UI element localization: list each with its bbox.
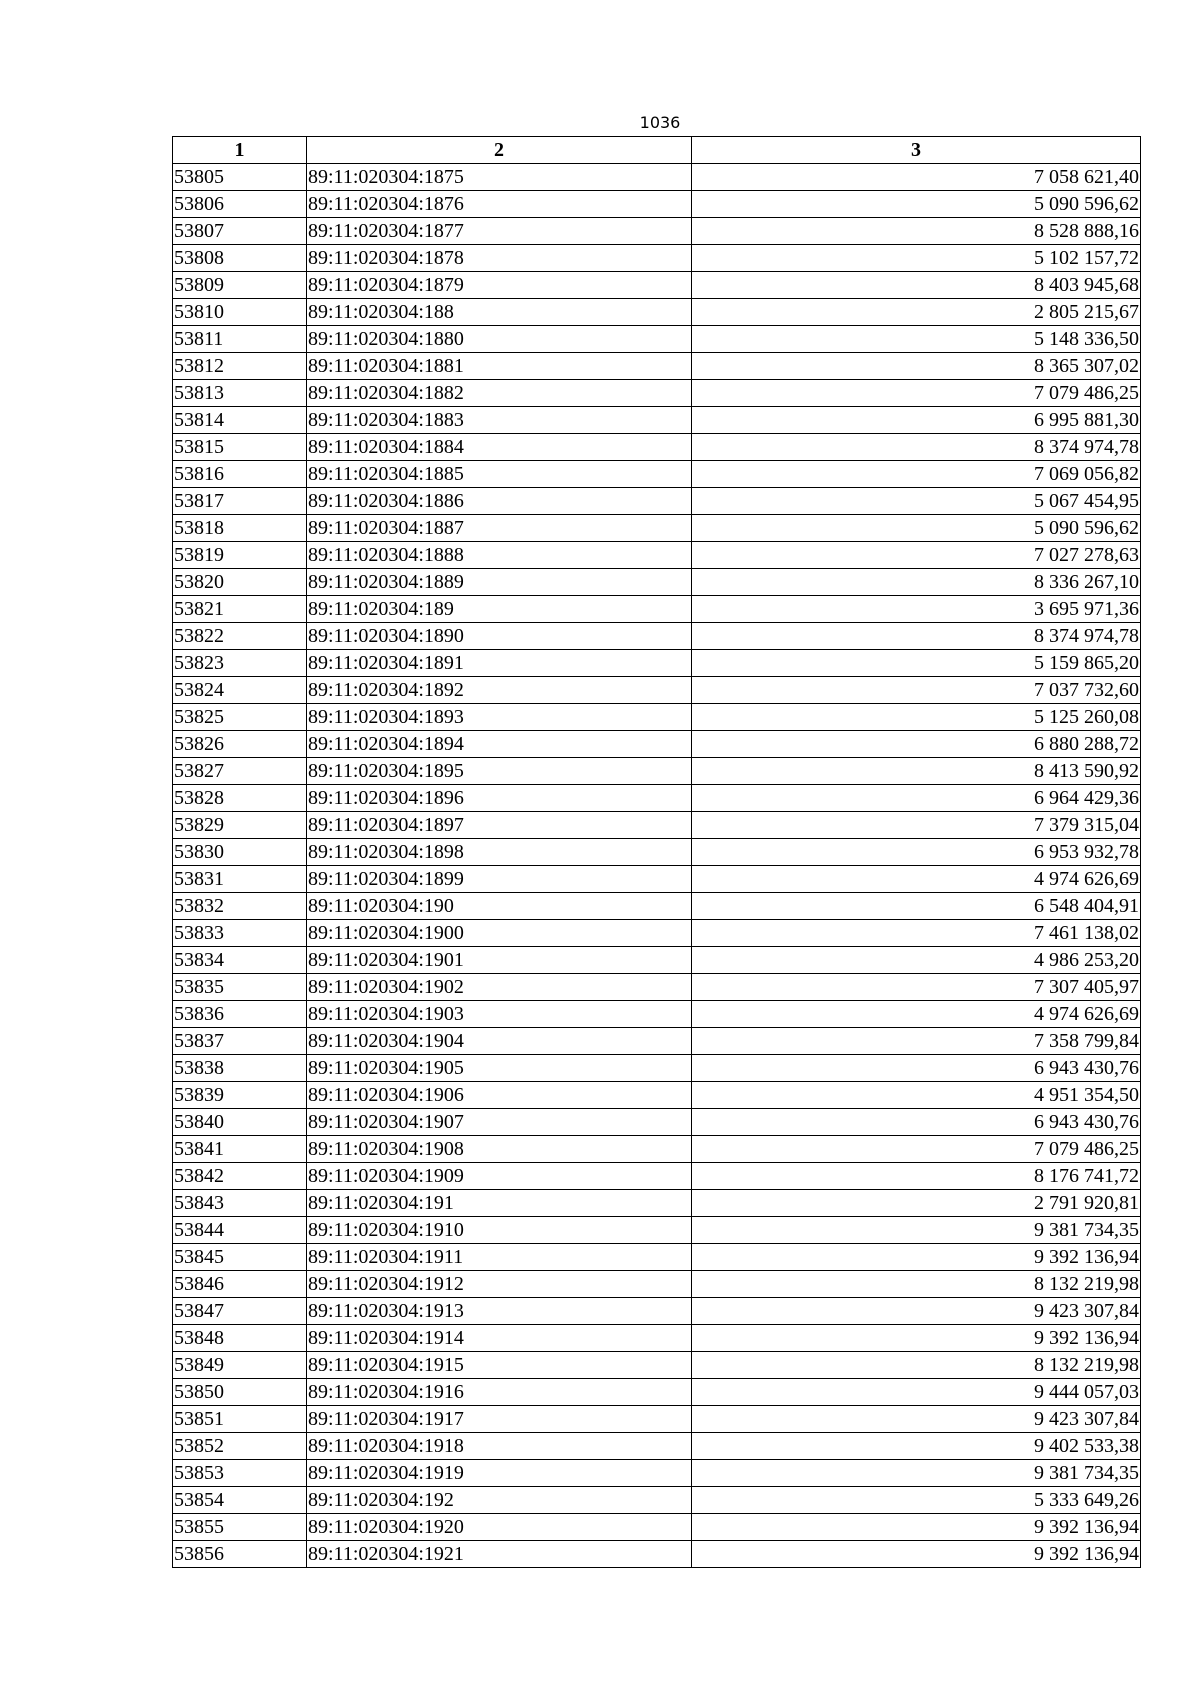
cadastral-value-cell: 4 986 253,20 — [692, 947, 1141, 974]
table-row — [173, 407, 1141, 434]
cadastral-number-cell: 89:11:020304:1876 — [307, 191, 692, 218]
row-number-cell: 53844 — [173, 1217, 307, 1244]
row-number-cell: 53834 — [173, 947, 307, 974]
cadastral-number-cell: 89:11:020304:1888 — [307, 542, 692, 569]
page-number: 1036 — [639, 113, 681, 132]
row-number-cell: 53807 — [173, 218, 307, 245]
cadastral-value-cell: 5 102 157,72 — [692, 245, 1141, 272]
row-number-cell: 53808 — [173, 245, 307, 272]
table-row — [173, 1514, 1141, 1541]
cadastral-value-cell: 8 365 307,02 — [692, 353, 1141, 380]
cadastral-value-cell: 8 132 219,98 — [692, 1352, 1141, 1379]
cadastral-value-cell: 5 090 596,62 — [692, 191, 1141, 218]
table-row — [173, 1217, 1141, 1244]
table-row — [173, 974, 1141, 1001]
column-header-2: 2 — [307, 137, 692, 164]
table-row — [173, 677, 1141, 704]
cadastral-value-cell: 9 381 734,35 — [692, 1460, 1141, 1487]
cadastral-number-cell: 89:11:020304:189 — [307, 596, 692, 623]
cadastral-number-cell: 89:11:020304:1916 — [307, 1379, 692, 1406]
row-number-cell: 53852 — [173, 1433, 307, 1460]
row-number-cell: 53829 — [173, 812, 307, 839]
cadastral-number-cell: 89:11:020304:1893 — [307, 704, 692, 731]
table-header-row — [173, 137, 1141, 164]
table-row — [173, 758, 1141, 785]
cadastral-number-cell: 89:11:020304:1892 — [307, 677, 692, 704]
row-number-cell: 53811 — [173, 326, 307, 353]
row-number-cell: 53814 — [173, 407, 307, 434]
table-row — [173, 623, 1141, 650]
row-number-cell: 53824 — [173, 677, 307, 704]
cadastral-number-cell: 89:11:020304:1905 — [307, 1055, 692, 1082]
cadastral-number-cell: 89:11:020304:1907 — [307, 1109, 692, 1136]
table-row — [173, 785, 1141, 812]
cadastral-number-cell: 89:11:020304:1891 — [307, 650, 692, 677]
table-row — [173, 164, 1141, 191]
table-row — [173, 1460, 1141, 1487]
row-number-cell: 53837 — [173, 1028, 307, 1055]
cadastral-value-cell: 9 423 307,84 — [692, 1298, 1141, 1325]
cadastral-value-cell: 8 374 974,78 — [692, 434, 1141, 461]
table-row — [173, 353, 1141, 380]
table-row — [173, 1055, 1141, 1082]
row-number-cell: 53821 — [173, 596, 307, 623]
cadastral-number-cell: 89:11:020304:188 — [307, 299, 692, 326]
row-number-cell: 53805 — [173, 164, 307, 191]
column-header-3: 3 — [692, 137, 1141, 164]
cadastral-value-cell: 5 159 865,20 — [692, 650, 1141, 677]
row-number-cell: 53809 — [173, 272, 307, 299]
table-row — [173, 1109, 1141, 1136]
cadastral-number-cell: 89:11:020304:1921 — [307, 1541, 692, 1568]
table-row — [173, 1379, 1141, 1406]
cadastral-value-cell: 6 953 932,78 — [692, 839, 1141, 866]
cadastral-number-cell: 89:11:020304:1884 — [307, 434, 692, 461]
row-number-cell: 53815 — [173, 434, 307, 461]
cadastral-number-cell: 89:11:020304:1909 — [307, 1163, 692, 1190]
table-row — [173, 731, 1141, 758]
table-row — [173, 1325, 1141, 1352]
table-row — [173, 488, 1141, 515]
cadastral-number-cell: 89:11:020304:1915 — [307, 1352, 692, 1379]
row-number-cell: 53827 — [173, 758, 307, 785]
cadastral-value-cell: 5 090 596,62 — [692, 515, 1141, 542]
row-number-cell: 53847 — [173, 1298, 307, 1325]
row-number-cell: 53846 — [173, 1271, 307, 1298]
row-number-cell: 53818 — [173, 515, 307, 542]
table-row — [173, 1001, 1141, 1028]
row-number-cell: 53820 — [173, 569, 307, 596]
cadastral-number-cell: 89:11:020304:1885 — [307, 461, 692, 488]
cadastral-number-cell: 89:11:020304:1899 — [307, 866, 692, 893]
cadastral-value-cell: 6 548 404,91 — [692, 893, 1141, 920]
table-row — [173, 1298, 1141, 1325]
table-row — [173, 596, 1141, 623]
row-number-cell: 53833 — [173, 920, 307, 947]
cadastral-value-cell: 5 148 336,50 — [692, 326, 1141, 353]
cadastral-number-cell: 89:11:020304:1906 — [307, 1082, 692, 1109]
cadastral-number-cell: 89:11:020304:1910 — [307, 1217, 692, 1244]
cadastral-number-cell: 89:11:020304:1889 — [307, 569, 692, 596]
cadastral-value-cell: 9 444 057,03 — [692, 1379, 1141, 1406]
cadastral-value-cell: 9 392 136,94 — [692, 1325, 1141, 1352]
table-row — [173, 1136, 1141, 1163]
cadastral-value-cell: 2 805 215,67 — [692, 299, 1141, 326]
cadastral-number-cell: 89:11:020304:1903 — [307, 1001, 692, 1028]
cadastral-value-cell: 6 943 430,76 — [692, 1109, 1141, 1136]
table-row — [173, 839, 1141, 866]
table-row — [173, 380, 1141, 407]
table-row — [173, 1163, 1141, 1190]
table-body — [173, 164, 1141, 1568]
row-number-cell: 53850 — [173, 1379, 307, 1406]
table-row — [173, 191, 1141, 218]
cadastral-value-cell: 7 027 278,63 — [692, 542, 1141, 569]
cadastral-value-cell: 7 079 486,25 — [692, 1136, 1141, 1163]
row-number-cell: 53826 — [173, 731, 307, 758]
cadastral-number-cell: 89:11:020304:1882 — [307, 380, 692, 407]
cadastral-number-cell: 89:11:020304:191 — [307, 1190, 692, 1217]
cadastral-value-cell: 3 695 971,36 — [692, 596, 1141, 623]
cadastral-value-cell: 9 392 136,94 — [692, 1541, 1141, 1568]
row-number-cell: 53832 — [173, 893, 307, 920]
table-row — [173, 812, 1141, 839]
row-number-cell: 53830 — [173, 839, 307, 866]
row-number-cell: 53810 — [173, 299, 307, 326]
cadastral-number-cell: 89:11:020304:1887 — [307, 515, 692, 542]
cadastral-number-cell: 89:11:020304:1883 — [307, 407, 692, 434]
cadastral-number-cell: 89:11:020304:1877 — [307, 218, 692, 245]
table-row — [173, 1487, 1141, 1514]
cadastral-value-cell: 8 403 945,68 — [692, 272, 1141, 299]
cadastral-value-cell: 6 964 429,36 — [692, 785, 1141, 812]
row-number-cell: 53836 — [173, 1001, 307, 1028]
table-row — [173, 1082, 1141, 1109]
table-row — [173, 1406, 1141, 1433]
row-number-cell: 53823 — [173, 650, 307, 677]
cadastral-number-cell: 89:11:020304:1919 — [307, 1460, 692, 1487]
cadastral-value-cell: 8 132 219,98 — [692, 1271, 1141, 1298]
cadastral-number-cell: 89:11:020304:1913 — [307, 1298, 692, 1325]
table-row — [173, 920, 1141, 947]
row-number-cell: 53828 — [173, 785, 307, 812]
cadastral-number-cell: 89:11:020304:1911 — [307, 1244, 692, 1271]
cadastral-number-cell: 89:11:020304:1902 — [307, 974, 692, 1001]
row-number-cell: 53819 — [173, 542, 307, 569]
cadastral-value-cell: 2 791 920,81 — [692, 1190, 1141, 1217]
cadastral-value-cell: 8 374 974,78 — [692, 623, 1141, 650]
table-row — [173, 1028, 1141, 1055]
cadastral-value-cell: 7 461 138,02 — [692, 920, 1141, 947]
cadastral-number-cell: 89:11:020304:1896 — [307, 785, 692, 812]
cadastral-number-cell: 89:11:020304:1901 — [307, 947, 692, 974]
cadastral-number-cell: 89:11:020304:1917 — [307, 1406, 692, 1433]
row-number-cell: 53813 — [173, 380, 307, 407]
cadastral-value-cell: 8 413 590,92 — [692, 758, 1141, 785]
table-row — [173, 1433, 1141, 1460]
table-row — [173, 542, 1141, 569]
row-number-cell: 53849 — [173, 1352, 307, 1379]
row-number-cell: 53848 — [173, 1325, 307, 1352]
cadastral-value-cell: 9 381 734,35 — [692, 1217, 1141, 1244]
cadastral-value-cell: 7 069 056,82 — [692, 461, 1141, 488]
row-number-cell: 53822 — [173, 623, 307, 650]
cadastral-value-cell: 8 176 741,72 — [692, 1163, 1141, 1190]
cadastral-value-cell: 8 336 267,10 — [692, 569, 1141, 596]
row-number-cell: 53806 — [173, 191, 307, 218]
cadastral-number-cell: 89:11:020304:1900 — [307, 920, 692, 947]
table-row — [173, 866, 1141, 893]
cadastral-number-cell: 89:11:020304:1875 — [307, 164, 692, 191]
table-row — [173, 1541, 1141, 1568]
cadastral-number-cell: 89:11:020304:1918 — [307, 1433, 692, 1460]
cadastral-number-cell: 89:11:020304:1895 — [307, 758, 692, 785]
table-row — [173, 299, 1141, 326]
cadastral-number-cell: 89:11:020304:1886 — [307, 488, 692, 515]
table-row — [173, 650, 1141, 677]
table-row — [173, 569, 1141, 596]
cadastral-number-cell: 89:11:020304:1914 — [307, 1325, 692, 1352]
cadastral-number-cell: 89:11:020304:1894 — [307, 731, 692, 758]
cadastral-value-cell: 7 058 621,40 — [692, 164, 1141, 191]
row-number-cell: 53835 — [173, 974, 307, 1001]
row-number-cell: 53831 — [173, 866, 307, 893]
table-row — [173, 326, 1141, 353]
cadastral-value-cell: 4 951 354,50 — [692, 1082, 1141, 1109]
table-row — [173, 218, 1141, 245]
row-number-cell: 53816 — [173, 461, 307, 488]
cadastral-value-cell: 8 528 888,16 — [692, 218, 1141, 245]
row-number-cell: 53856 — [173, 1541, 307, 1568]
table-row — [173, 272, 1141, 299]
row-number-cell: 53853 — [173, 1460, 307, 1487]
cadastral-value-cell: 7 379 315,04 — [692, 812, 1141, 839]
cadastral-number-cell: 89:11:020304:1880 — [307, 326, 692, 353]
cadastral-value-cell: 6 995 881,30 — [692, 407, 1141, 434]
row-number-cell: 53845 — [173, 1244, 307, 1271]
cadastral-number-cell: 89:11:020304:1904 — [307, 1028, 692, 1055]
table-row — [173, 434, 1141, 461]
row-number-cell: 53851 — [173, 1406, 307, 1433]
row-number-cell: 53838 — [173, 1055, 307, 1082]
table-row — [173, 1244, 1141, 1271]
row-number-cell: 53840 — [173, 1109, 307, 1136]
cadastral-value-cell: 7 358 799,84 — [692, 1028, 1141, 1055]
table-row — [173, 1271, 1141, 1298]
cadastral-value-cell: 9 402 533,38 — [692, 1433, 1141, 1460]
table-row — [173, 893, 1141, 920]
cadastral-number-cell: 89:11:020304:1881 — [307, 353, 692, 380]
cadastral-value-cell: 6 880 288,72 — [692, 731, 1141, 758]
cadastral-value-cell: 9 392 136,94 — [692, 1514, 1141, 1541]
cadastral-value-cell: 4 974 626,69 — [692, 866, 1141, 893]
table-row — [173, 947, 1141, 974]
cadastral-number-cell: 89:11:020304:1897 — [307, 812, 692, 839]
row-number-cell: 53854 — [173, 1487, 307, 1514]
cadastral-value-cell: 9 392 136,94 — [692, 1244, 1141, 1271]
cadastral-number-cell: 89:11:020304:1890 — [307, 623, 692, 650]
row-number-cell: 53842 — [173, 1163, 307, 1190]
cadastral-value-cell: 5 125 260,08 — [692, 704, 1141, 731]
row-number-cell: 53825 — [173, 704, 307, 731]
cadastral-number-cell: 89:11:020304:1898 — [307, 839, 692, 866]
cadastral-value-cell: 7 307 405,97 — [692, 974, 1141, 1001]
cadastral-value-cell: 7 079 486,25 — [692, 380, 1141, 407]
row-number-cell: 53812 — [173, 353, 307, 380]
cadastral-number-cell: 89:11:020304:1920 — [307, 1514, 692, 1541]
cadastral-number-cell: 89:11:020304:1912 — [307, 1271, 692, 1298]
cadastral-value-cell: 7 037 732,60 — [692, 677, 1141, 704]
table-row — [173, 704, 1141, 731]
table-row — [173, 245, 1141, 272]
table-row — [173, 515, 1141, 542]
cadastral-value-cell: 6 943 430,76 — [692, 1055, 1141, 1082]
cadastral-value-cell: 9 423 307,84 — [692, 1406, 1141, 1433]
cadastral-number-cell: 89:11:020304:1879 — [307, 272, 692, 299]
row-number-cell: 53843 — [173, 1190, 307, 1217]
table-row — [173, 1352, 1141, 1379]
cadastral-value-cell: 5 067 454,95 — [692, 488, 1141, 515]
cadastral-number-cell: 89:11:020304:192 — [307, 1487, 692, 1514]
cadastral-number-cell: 89:11:020304:1908 — [307, 1136, 692, 1163]
row-number-cell: 53841 — [173, 1136, 307, 1163]
table-row — [173, 461, 1141, 488]
cadastral-number-cell: 89:11:020304:1878 — [307, 245, 692, 272]
table-row — [173, 1190, 1141, 1217]
cadastral-value-table — [172, 136, 1141, 1568]
cadastral-value-cell: 4 974 626,69 — [692, 1001, 1141, 1028]
row-number-cell: 53839 — [173, 1082, 307, 1109]
row-number-cell: 53855 — [173, 1514, 307, 1541]
column-header-1: 1 — [173, 137, 307, 164]
cadastral-number-cell: 89:11:020304:190 — [307, 893, 692, 920]
row-number-cell: 53817 — [173, 488, 307, 515]
cadastral-value-cell: 5 333 649,26 — [692, 1487, 1141, 1514]
